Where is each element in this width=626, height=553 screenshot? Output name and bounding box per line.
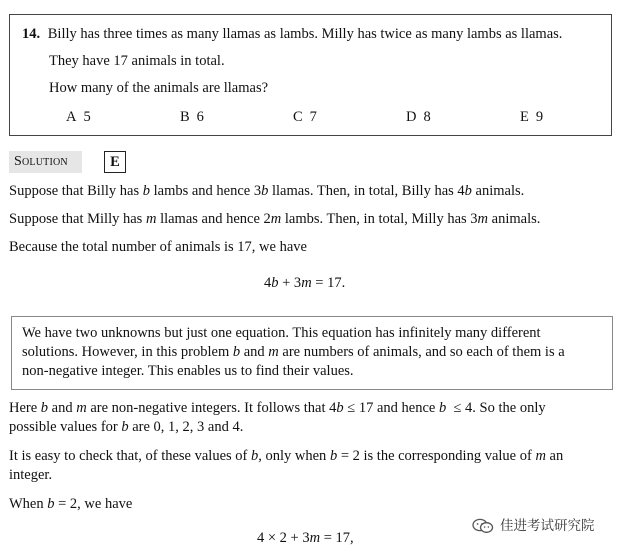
watermark-text: 佳进考试研究院	[500, 518, 595, 534]
question-line-3: How many of the animals are llamas?	[49, 80, 269, 96]
question-number: 14.	[22, 26, 41, 42]
question-line-1	[22, 26, 562, 43]
solution-paragraph-6: When b = 2, we have	[9, 496, 133, 512]
note-line-1: We have two unknowns but just one equation. This equation has infinitely many different	[22, 325, 541, 341]
question-text: Billy has three times as many llamas as lambs. Milly has twice as many lambs as llamas.	[47, 26, 563, 42]
option-b: B 6	[180, 109, 204, 125]
solution-label: Solution	[9, 151, 82, 173]
answer-box: E	[104, 151, 126, 173]
watermark	[472, 514, 595, 534]
option-c: C 7	[293, 109, 317, 125]
option-e: E 9	[520, 109, 544, 125]
solution-paragraph-1: Suppose that Billy has b lambs and hence 3b llamas. Then, in total, Billy has 4b animals.	[9, 183, 525, 199]
equation-1: 4b + 3m = 17.	[264, 275, 346, 291]
solution-paragraph-4-line-2: possible values for b are 0, 1, 2, 3 and 4.	[9, 419, 244, 435]
wechat-icon	[472, 518, 494, 534]
option-d: D 8	[406, 109, 431, 125]
option-a: A 5	[66, 109, 91, 125]
equation-2: 4 × 2 + 3m = 17,	[257, 530, 354, 546]
solution-paragraph-5-line-2: integer.	[9, 467, 53, 483]
note-box	[11, 316, 613, 390]
note-line-3: non-negative integer. This enables us to find their values.	[22, 363, 354, 379]
question-box	[9, 14, 612, 136]
question-line-2: They have 17 animals in total.	[49, 53, 225, 69]
solution-paragraph-3: Because the total number of animals is 17, we have	[9, 239, 307, 255]
note-line-2: solutions. However, in this problem b and m are numbers of animals, and so each of them is a	[22, 344, 565, 360]
solution-paragraph-4-line-1: Here b and m are non-negative integers. It follows that 4b ≤ 17 and hence b ≤ 4. So the only	[9, 400, 546, 416]
solution-paragraph-2: Suppose that Milly has m llamas and hence 2m lambs. Then, in total, Milly has 3m animals.	[9, 211, 541, 227]
solution-paragraph-5-line-1: It is easy to check that, of these values of b, only when b = 2 is the corresponding value of m an	[9, 448, 564, 464]
